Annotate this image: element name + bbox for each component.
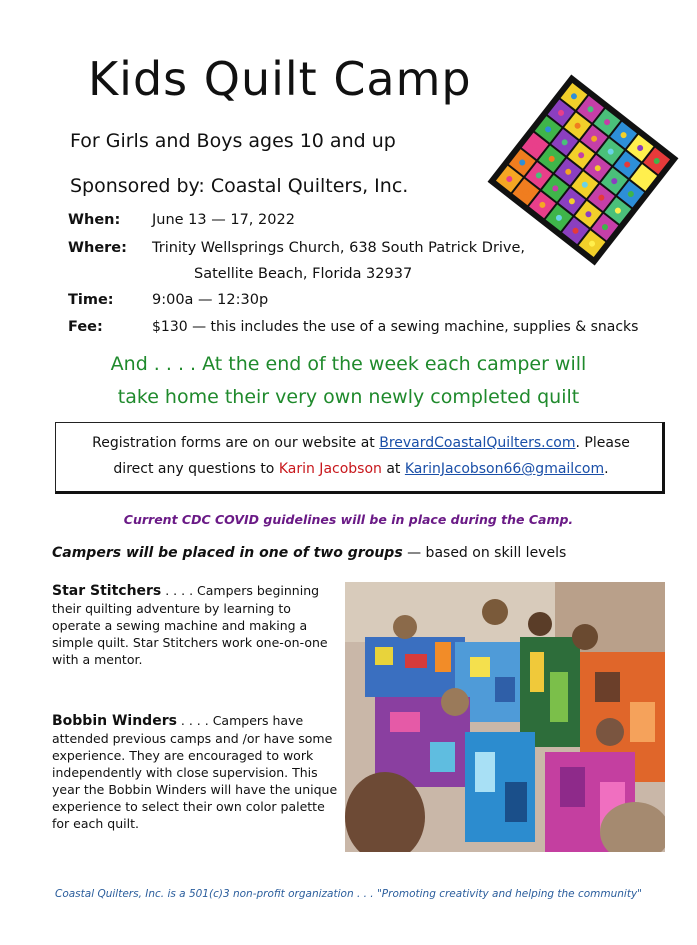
covid-notice: Current CDC COVID guidelines will be in place during the Camp. <box>123 512 574 527</box>
star-stitchers-title: Star Stitchers <box>52 583 162 599</box>
registration-box <box>55 422 665 494</box>
at-text: at <box>381 461 405 477</box>
registration-line-1 <box>56 435 666 451</box>
campers-photo <box>345 582 665 852</box>
groups-intro-bold: Campers will be placed in one of two groups <box>52 545 403 561</box>
groups-intro-rest: — based on skill levels <box>402 545 567 561</box>
sponsor-line: Sponsored by: Coastal Quilters, Inc. <box>70 175 409 197</box>
groups-intro <box>52 545 566 561</box>
bobbin-winders-text: . . . . Campers have attended previous camps and /or have some experience. They are encouraged to work independently with close supervision. This year the Bobbin Winders will have the unique experience to select their own color palette for each quilt. <box>52 713 338 831</box>
time-value: 9:00a — 12:30p <box>152 292 269 308</box>
website-link[interactable]: BrevardCoastalQuilters.com <box>379 435 576 451</box>
page-title: Kids Quilt Camp <box>88 52 472 106</box>
bobbin-winders-title: Bobbin Winders <box>52 713 177 729</box>
when-label: When: <box>68 212 121 228</box>
highlight-line-2: take home their very own newly completed quilt <box>117 386 580 408</box>
fee-label: Fee: <box>68 319 103 335</box>
registration-line-2 <box>56 461 666 477</box>
email-link[interactable]: KarinJacobson66@gmailcom <box>404 461 605 477</box>
registration-text: Registration forms are on our website at <box>92 435 380 451</box>
where-label: Where: <box>68 240 127 256</box>
footer-note: Coastal Quilters, Inc. is a 501(c)3 non-profit organization . . . "Promoting creativity and helping the community" <box>54 888 643 900</box>
where-line-1: Trinity Wellsprings Church, 638 South Patrick Drive, <box>152 240 526 256</box>
star-stitchers-text: . . . . Campers beginning their quilting adventure by learning to operate a sewing machine and making a simple quilt. Star Stitchers work one-on-one with a mentor. <box>52 583 328 667</box>
fee-value: $130 — this includes the use of a sewing machine, supplies & snacks <box>152 319 639 335</box>
where-line-2: Satellite Beach, Florida 32937 <box>194 266 413 282</box>
bobbin-winders-paragraph <box>52 712 342 832</box>
contact-name: Karin Jacobson <box>278 461 382 477</box>
highlight-line-1: And . . . . At the end of the week each camper will <box>110 353 587 375</box>
questions-text: direct any questions to <box>113 461 279 477</box>
time-label: Time: <box>68 292 114 308</box>
star-stitchers-paragraph <box>52 582 342 668</box>
period-text: . <box>604 461 609 477</box>
registration-text-end: . Please <box>575 435 630 451</box>
when-value: June 13 — 17, 2022 <box>152 212 295 228</box>
age-subtitle: For Girls and Boys ages 10 and up <box>70 130 396 152</box>
